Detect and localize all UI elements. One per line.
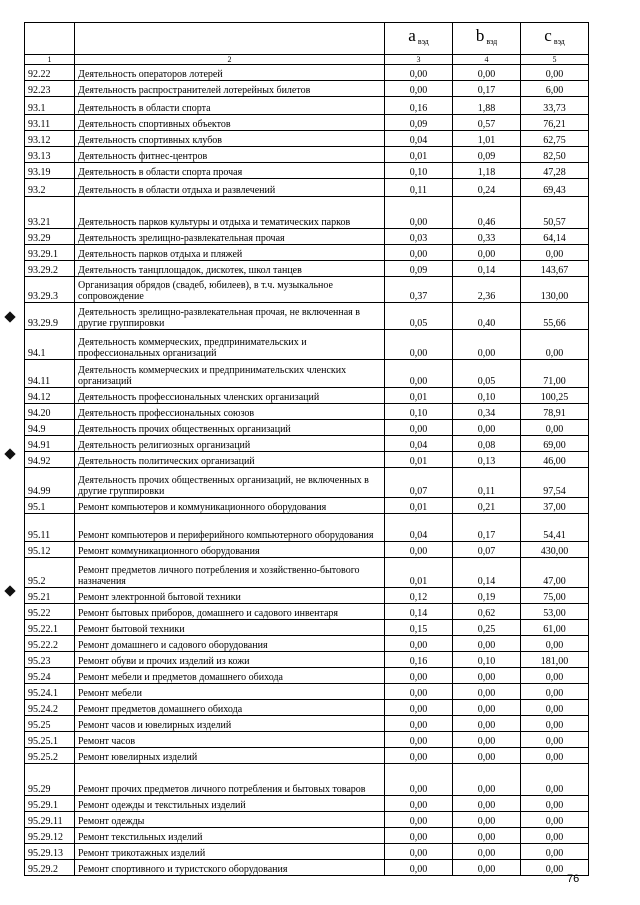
row-value-b: 1,88 bbox=[453, 97, 521, 115]
table-row bbox=[25, 844, 589, 860]
row-code: 94.91 bbox=[25, 436, 75, 452]
row-value-c: 47,00 bbox=[521, 558, 589, 588]
row-code: 95.22.1 bbox=[25, 620, 75, 636]
row-description: Деятельность коммерческих и предпринимательских членских организаций bbox=[75, 360, 385, 388]
row-code: 93.13 bbox=[25, 147, 75, 163]
row-code: 94.11 bbox=[25, 360, 75, 388]
row-value-c: 143,67 bbox=[521, 261, 589, 277]
row-description: Деятельность танцплощадок, дискотек, школ танцев bbox=[75, 261, 385, 277]
table-row bbox=[25, 197, 589, 229]
row-value-a: 0,00 bbox=[385, 844, 453, 860]
row-code: 92.23 bbox=[25, 81, 75, 97]
row-code: 95.29.1 bbox=[25, 796, 75, 812]
row-description: Деятельность профессиональных союзов bbox=[75, 404, 385, 420]
table-row bbox=[25, 860, 589, 876]
header-b-cell bbox=[453, 23, 521, 55]
table-row bbox=[25, 420, 589, 436]
table-row bbox=[25, 388, 589, 404]
table-row bbox=[25, 620, 589, 636]
row-code: 93.29.2 bbox=[25, 261, 75, 277]
row-description: Ремонт бытовых приборов, домашнего и садового инвентаря bbox=[75, 604, 385, 620]
row-description: Деятельность прочих общественных организаций, не включенных в другие группировки bbox=[75, 468, 385, 498]
row-code: 94.99 bbox=[25, 468, 75, 498]
row-value-a: 0,37 bbox=[385, 277, 453, 303]
table-row bbox=[25, 436, 589, 452]
row-description: Деятельность прочих общественных организаций bbox=[75, 420, 385, 436]
table-row bbox=[25, 147, 589, 163]
row-value-c: 69,00 bbox=[521, 436, 589, 452]
row-value-a: 0,00 bbox=[385, 748, 453, 764]
row-value-a: 0,01 bbox=[385, 388, 453, 404]
row-code: 93.29 bbox=[25, 229, 75, 245]
row-code: 95.12 bbox=[25, 542, 75, 558]
row-value-b: 0,00 bbox=[453, 844, 521, 860]
row-value-b: 0,00 bbox=[453, 796, 521, 812]
column-number: 3 bbox=[385, 55, 453, 65]
table-row bbox=[25, 558, 589, 588]
row-description: Ремонт одежды bbox=[75, 812, 385, 828]
row-value-c: 0,00 bbox=[521, 668, 589, 684]
table-row bbox=[25, 700, 589, 716]
row-code: 95.2 bbox=[25, 558, 75, 588]
column-number: 5 bbox=[521, 55, 589, 65]
row-value-a: 0,04 bbox=[385, 514, 453, 542]
coefficients-table bbox=[24, 22, 589, 876]
header-c-sub: вэд bbox=[553, 37, 565, 46]
table-row bbox=[25, 732, 589, 748]
row-description: Ремонт компьютеров и периферийного компьютерного оборудования bbox=[75, 514, 385, 542]
row-description: Ремонт мебели bbox=[75, 684, 385, 700]
column-number: 2 bbox=[75, 55, 385, 65]
row-value-a: 0,00 bbox=[385, 197, 453, 229]
row-value-b: 0,00 bbox=[453, 748, 521, 764]
row-value-b: 0,10 bbox=[453, 652, 521, 668]
table-row bbox=[25, 764, 589, 796]
row-value-c: 130,00 bbox=[521, 277, 589, 303]
row-value-c: 50,57 bbox=[521, 197, 589, 229]
row-code: 95.11 bbox=[25, 514, 75, 542]
row-value-b: 0,14 bbox=[453, 261, 521, 277]
row-value-b: 0,13 bbox=[453, 452, 521, 468]
row-code: 95.21 bbox=[25, 588, 75, 604]
row-value-c: 0,00 bbox=[521, 700, 589, 716]
row-description: Деятельность в области отдыха и развлечений bbox=[75, 179, 385, 197]
row-value-b: 0,00 bbox=[453, 636, 521, 652]
row-code: 94.20 bbox=[25, 404, 75, 420]
row-description: Ремонт бытовой техники bbox=[75, 620, 385, 636]
row-value-c: 0,00 bbox=[521, 245, 589, 261]
row-value-c: 0,00 bbox=[521, 732, 589, 748]
row-value-b: 0,07 bbox=[453, 542, 521, 558]
row-description: Ремонт прочих предметов личного потребления и бытовых товаров bbox=[75, 764, 385, 796]
row-code: 94.92 bbox=[25, 452, 75, 468]
row-description: Ремонт одежды и текстильных изделий bbox=[75, 796, 385, 812]
row-code: 92.22 bbox=[25, 65, 75, 81]
row-description: Деятельность в области спорта bbox=[75, 97, 385, 115]
header-b-sub: вэд bbox=[486, 37, 498, 46]
table-row bbox=[25, 514, 589, 542]
table-row bbox=[25, 303, 589, 330]
row-code: 95.24 bbox=[25, 668, 75, 684]
table-row bbox=[25, 163, 589, 179]
row-code: 93.21 bbox=[25, 197, 75, 229]
row-value-b: 0,46 bbox=[453, 197, 521, 229]
row-value-b: 2,36 bbox=[453, 277, 521, 303]
row-value-b: 0,00 bbox=[453, 812, 521, 828]
row-value-c: 0,00 bbox=[521, 796, 589, 812]
row-code: 93.19 bbox=[25, 163, 75, 179]
row-value-a: 0,09 bbox=[385, 115, 453, 131]
row-value-c: 71,00 bbox=[521, 360, 589, 388]
row-value-b: 0,00 bbox=[453, 330, 521, 360]
row-value-a: 0,01 bbox=[385, 147, 453, 163]
row-value-b: 0,00 bbox=[453, 828, 521, 844]
row-description: Ремонт часов bbox=[75, 732, 385, 748]
row-value-a: 0,00 bbox=[385, 636, 453, 652]
row-value-b: 0,00 bbox=[453, 65, 521, 81]
row-value-b: 0,25 bbox=[453, 620, 521, 636]
row-description: Деятельность в области спорта прочая bbox=[75, 163, 385, 179]
row-value-c: 69,43 bbox=[521, 179, 589, 197]
table-row bbox=[25, 604, 589, 620]
row-code: 93.2 bbox=[25, 179, 75, 197]
row-code: 95.29 bbox=[25, 764, 75, 796]
row-value-a: 0,00 bbox=[385, 700, 453, 716]
row-description: Деятельность профессиональных членских организаций bbox=[75, 388, 385, 404]
row-code: 95.25 bbox=[25, 716, 75, 732]
table-row bbox=[25, 261, 589, 277]
row-value-a: 0,10 bbox=[385, 404, 453, 420]
table-row bbox=[25, 81, 589, 97]
table-row bbox=[25, 542, 589, 558]
row-value-a: 0,04 bbox=[385, 436, 453, 452]
table-row bbox=[25, 748, 589, 764]
row-description: Деятельность зрелищно-развлекательная прочая bbox=[75, 229, 385, 245]
row-value-b: 0,17 bbox=[453, 514, 521, 542]
row-value-c: 76,21 bbox=[521, 115, 589, 131]
row-description: Деятельность спортивных клубов bbox=[75, 131, 385, 147]
row-code: 93.11 bbox=[25, 115, 75, 131]
row-value-c: 33,73 bbox=[521, 97, 589, 115]
row-code: 95.24.1 bbox=[25, 684, 75, 700]
table-row bbox=[25, 668, 589, 684]
row-description: Ремонт обуви и прочих изделий из кожи bbox=[75, 652, 385, 668]
column-number: 1 bbox=[25, 55, 75, 65]
row-description: Ремонт компьютеров и коммуникационного оборудования bbox=[75, 498, 385, 514]
row-code: 94.9 bbox=[25, 420, 75, 436]
header-code-cell bbox=[25, 23, 75, 55]
row-value-c: 0,00 bbox=[521, 636, 589, 652]
row-value-b: 0,57 bbox=[453, 115, 521, 131]
table-row bbox=[25, 131, 589, 147]
row-code: 94.12 bbox=[25, 388, 75, 404]
row-value-b: 0,21 bbox=[453, 498, 521, 514]
row-value-c: 0,00 bbox=[521, 844, 589, 860]
row-value-c: 0,00 bbox=[521, 420, 589, 436]
row-value-c: 430,00 bbox=[521, 542, 589, 558]
row-code: 93.29.1 bbox=[25, 245, 75, 261]
table-row bbox=[25, 452, 589, 468]
row-value-c: 0,00 bbox=[521, 684, 589, 700]
row-description: Деятельность фитнес-центров bbox=[75, 147, 385, 163]
row-code: 95.29.11 bbox=[25, 812, 75, 828]
row-code: 95.29.2 bbox=[25, 860, 75, 876]
row-value-a: 0,00 bbox=[385, 684, 453, 700]
table-header-row bbox=[25, 23, 589, 55]
row-value-a: 0,00 bbox=[385, 81, 453, 97]
row-value-b: 0,10 bbox=[453, 388, 521, 404]
table-row bbox=[25, 828, 589, 844]
row-description: Ремонт текстильных изделий bbox=[75, 828, 385, 844]
row-value-a: 0,00 bbox=[385, 860, 453, 876]
row-value-c: 64,14 bbox=[521, 229, 589, 245]
row-value-b: 0,00 bbox=[453, 732, 521, 748]
row-value-a: 0,00 bbox=[385, 812, 453, 828]
row-value-b: 0,24 bbox=[453, 179, 521, 197]
row-value-b: 0,00 bbox=[453, 764, 521, 796]
row-value-c: 62,75 bbox=[521, 131, 589, 147]
table-row bbox=[25, 796, 589, 812]
row-value-c: 0,00 bbox=[521, 860, 589, 876]
row-value-a: 0,16 bbox=[385, 97, 453, 115]
row-value-a: 0,00 bbox=[385, 420, 453, 436]
row-value-c: 37,00 bbox=[521, 498, 589, 514]
table-row bbox=[25, 330, 589, 360]
row-value-a: 0,00 bbox=[385, 245, 453, 261]
row-value-a: 0,15 bbox=[385, 620, 453, 636]
row-value-b: 0,00 bbox=[453, 684, 521, 700]
row-value-c: 78,91 bbox=[521, 404, 589, 420]
row-value-c: 181,00 bbox=[521, 652, 589, 668]
row-value-b: 0,11 bbox=[453, 468, 521, 498]
row-value-b: 0,00 bbox=[453, 860, 521, 876]
row-code: 95.1 bbox=[25, 498, 75, 514]
column-number: 4 bbox=[453, 55, 521, 65]
table-row bbox=[25, 716, 589, 732]
row-value-a: 0,01 bbox=[385, 558, 453, 588]
row-value-a: 0,00 bbox=[385, 716, 453, 732]
row-value-a: 0,00 bbox=[385, 65, 453, 81]
row-description: Ремонт предметов домашнего обихода bbox=[75, 700, 385, 716]
row-description: Деятельность политических организаций bbox=[75, 452, 385, 468]
row-value-c: 47,28 bbox=[521, 163, 589, 179]
row-value-c: 75,00 bbox=[521, 588, 589, 604]
row-value-b: 0,00 bbox=[453, 668, 521, 684]
row-description: Ремонт спортивного и туристского оборудования bbox=[75, 860, 385, 876]
header-desc-cell bbox=[75, 23, 385, 55]
table-row bbox=[25, 179, 589, 197]
row-value-b: 1,18 bbox=[453, 163, 521, 179]
table-row bbox=[25, 498, 589, 514]
row-code: 93.29.9 bbox=[25, 303, 75, 330]
row-description: Ремонт часов и ювелирных изделий bbox=[75, 716, 385, 732]
row-description: Деятельность спортивных объектов bbox=[75, 115, 385, 131]
row-value-b: 0,00 bbox=[453, 700, 521, 716]
row-description: Деятельность распространителей лотерейных билетов bbox=[75, 81, 385, 97]
row-description: Деятельность религиозных организаций bbox=[75, 436, 385, 452]
row-value-a: 0,16 bbox=[385, 652, 453, 668]
row-value-b: 0,05 bbox=[453, 360, 521, 388]
row-value-b: 0,08 bbox=[453, 436, 521, 452]
row-value-a: 0,03 bbox=[385, 229, 453, 245]
row-value-c: 0,00 bbox=[521, 764, 589, 796]
table-row bbox=[25, 636, 589, 652]
row-value-a: 0,01 bbox=[385, 452, 453, 468]
row-value-a: 0,00 bbox=[385, 732, 453, 748]
row-value-c: 0,00 bbox=[521, 716, 589, 732]
row-value-c: 0,00 bbox=[521, 65, 589, 81]
row-code: 95.22 bbox=[25, 604, 75, 620]
row-description: Ремонт трикотажных изделий bbox=[75, 844, 385, 860]
row-value-a: 0,00 bbox=[385, 330, 453, 360]
table-row bbox=[25, 245, 589, 261]
row-value-c: 0,00 bbox=[521, 828, 589, 844]
row-code: 93.12 bbox=[25, 131, 75, 147]
row-value-c: 0,00 bbox=[521, 748, 589, 764]
table-row bbox=[25, 229, 589, 245]
row-value-b: 0,62 bbox=[453, 604, 521, 620]
row-value-a: 0,00 bbox=[385, 828, 453, 844]
header-c-letter: c bbox=[544, 26, 552, 45]
row-code: 95.29.12 bbox=[25, 828, 75, 844]
row-code: 95.29.13 bbox=[25, 844, 75, 860]
row-description: Ремонт домашнего и садового оборудования bbox=[75, 636, 385, 652]
row-value-b: 0,00 bbox=[453, 245, 521, 261]
row-description: Организация обрядов (свадеб, юбилеев), в т.ч. музыкальное сопровождение bbox=[75, 277, 385, 303]
table-row bbox=[25, 277, 589, 303]
row-value-a: 0,00 bbox=[385, 668, 453, 684]
row-value-c: 97,54 bbox=[521, 468, 589, 498]
row-value-c: 82,50 bbox=[521, 147, 589, 163]
row-code: 95.25.2 bbox=[25, 748, 75, 764]
row-value-c: 6,00 bbox=[521, 81, 589, 97]
row-code: 93.1 bbox=[25, 97, 75, 115]
table-row bbox=[25, 468, 589, 498]
table-row bbox=[25, 115, 589, 131]
page-number: 76 bbox=[567, 873, 580, 885]
row-value-b: 0,00 bbox=[453, 420, 521, 436]
header-a-cell bbox=[385, 23, 453, 55]
table-row bbox=[25, 97, 589, 115]
row-value-a: 0,04 bbox=[385, 131, 453, 147]
row-value-a: 0,07 bbox=[385, 468, 453, 498]
header-a-sub: вэд bbox=[417, 37, 429, 46]
row-value-a: 0,00 bbox=[385, 360, 453, 388]
row-value-a: 0,09 bbox=[385, 261, 453, 277]
row-value-a: 0,01 bbox=[385, 498, 453, 514]
row-value-a: 0,00 bbox=[385, 764, 453, 796]
row-value-b: 0,14 bbox=[453, 558, 521, 588]
row-description: Деятельность парков отдыха и пляжей bbox=[75, 245, 385, 261]
header-c-cell bbox=[521, 23, 589, 55]
row-code: 95.22.2 bbox=[25, 636, 75, 652]
row-description: Ремонт коммуникационного оборудования bbox=[75, 542, 385, 558]
row-value-c: 0,00 bbox=[521, 812, 589, 828]
row-value-c: 55,66 bbox=[521, 303, 589, 330]
row-value-b: 0,19 bbox=[453, 588, 521, 604]
row-description: Деятельность операторов лотерей bbox=[75, 65, 385, 81]
row-value-a: 0,12 bbox=[385, 588, 453, 604]
column-numbers-row bbox=[25, 55, 589, 65]
row-code: 94.1 bbox=[25, 330, 75, 360]
row-value-c: 54,41 bbox=[521, 514, 589, 542]
header-a-letter: a bbox=[408, 26, 416, 45]
row-value-a: 0,10 bbox=[385, 163, 453, 179]
row-description: Ремонт ювелирных изделий bbox=[75, 748, 385, 764]
table-row bbox=[25, 684, 589, 700]
row-value-a: 0,11 bbox=[385, 179, 453, 197]
row-value-b: 0,34 bbox=[453, 404, 521, 420]
row-value-c: 46,00 bbox=[521, 452, 589, 468]
row-description: Ремонт мебели и предметов домашнего обихода bbox=[75, 668, 385, 684]
row-description: Деятельность зрелищно-развлекательная прочая, не включенная в другие группировки bbox=[75, 303, 385, 330]
row-description: Ремонт электронной бытовой техники bbox=[75, 588, 385, 604]
row-value-c: 100,25 bbox=[521, 388, 589, 404]
row-value-b: 0,40 bbox=[453, 303, 521, 330]
table-row bbox=[25, 65, 589, 81]
row-value-c: 61,00 bbox=[521, 620, 589, 636]
table-row bbox=[25, 404, 589, 420]
table-row bbox=[25, 652, 589, 668]
header-b-letter: b bbox=[475, 26, 485, 45]
row-value-c: 53,00 bbox=[521, 604, 589, 620]
row-value-a: 0,00 bbox=[385, 796, 453, 812]
row-value-b: 0,17 bbox=[453, 81, 521, 97]
row-value-a: 0,05 bbox=[385, 303, 453, 330]
table-row bbox=[25, 360, 589, 388]
table-row bbox=[25, 588, 589, 604]
row-description: Деятельность коммерческих, предпринимательских и профессиональных организаций bbox=[75, 330, 385, 360]
table-row bbox=[25, 812, 589, 828]
row-value-b: 0,00 bbox=[453, 716, 521, 732]
row-description: Ремонт предметов личного потребления и хозяйственно-бытового назначения bbox=[75, 558, 385, 588]
row-code: 95.24.2 bbox=[25, 700, 75, 716]
row-code: 93.29.3 bbox=[25, 277, 75, 303]
row-code: 95.23 bbox=[25, 652, 75, 668]
row-value-c: 0,00 bbox=[521, 330, 589, 360]
row-code: 95.25.1 bbox=[25, 732, 75, 748]
row-value-b: 0,33 bbox=[453, 229, 521, 245]
row-description: Деятельность парков культуры и отдыха и тематических парков bbox=[75, 197, 385, 229]
row-value-a: 0,14 bbox=[385, 604, 453, 620]
row-value-a: 0,00 bbox=[385, 542, 453, 558]
row-value-b: 0,09 bbox=[453, 147, 521, 163]
row-value-b: 1,01 bbox=[453, 131, 521, 147]
